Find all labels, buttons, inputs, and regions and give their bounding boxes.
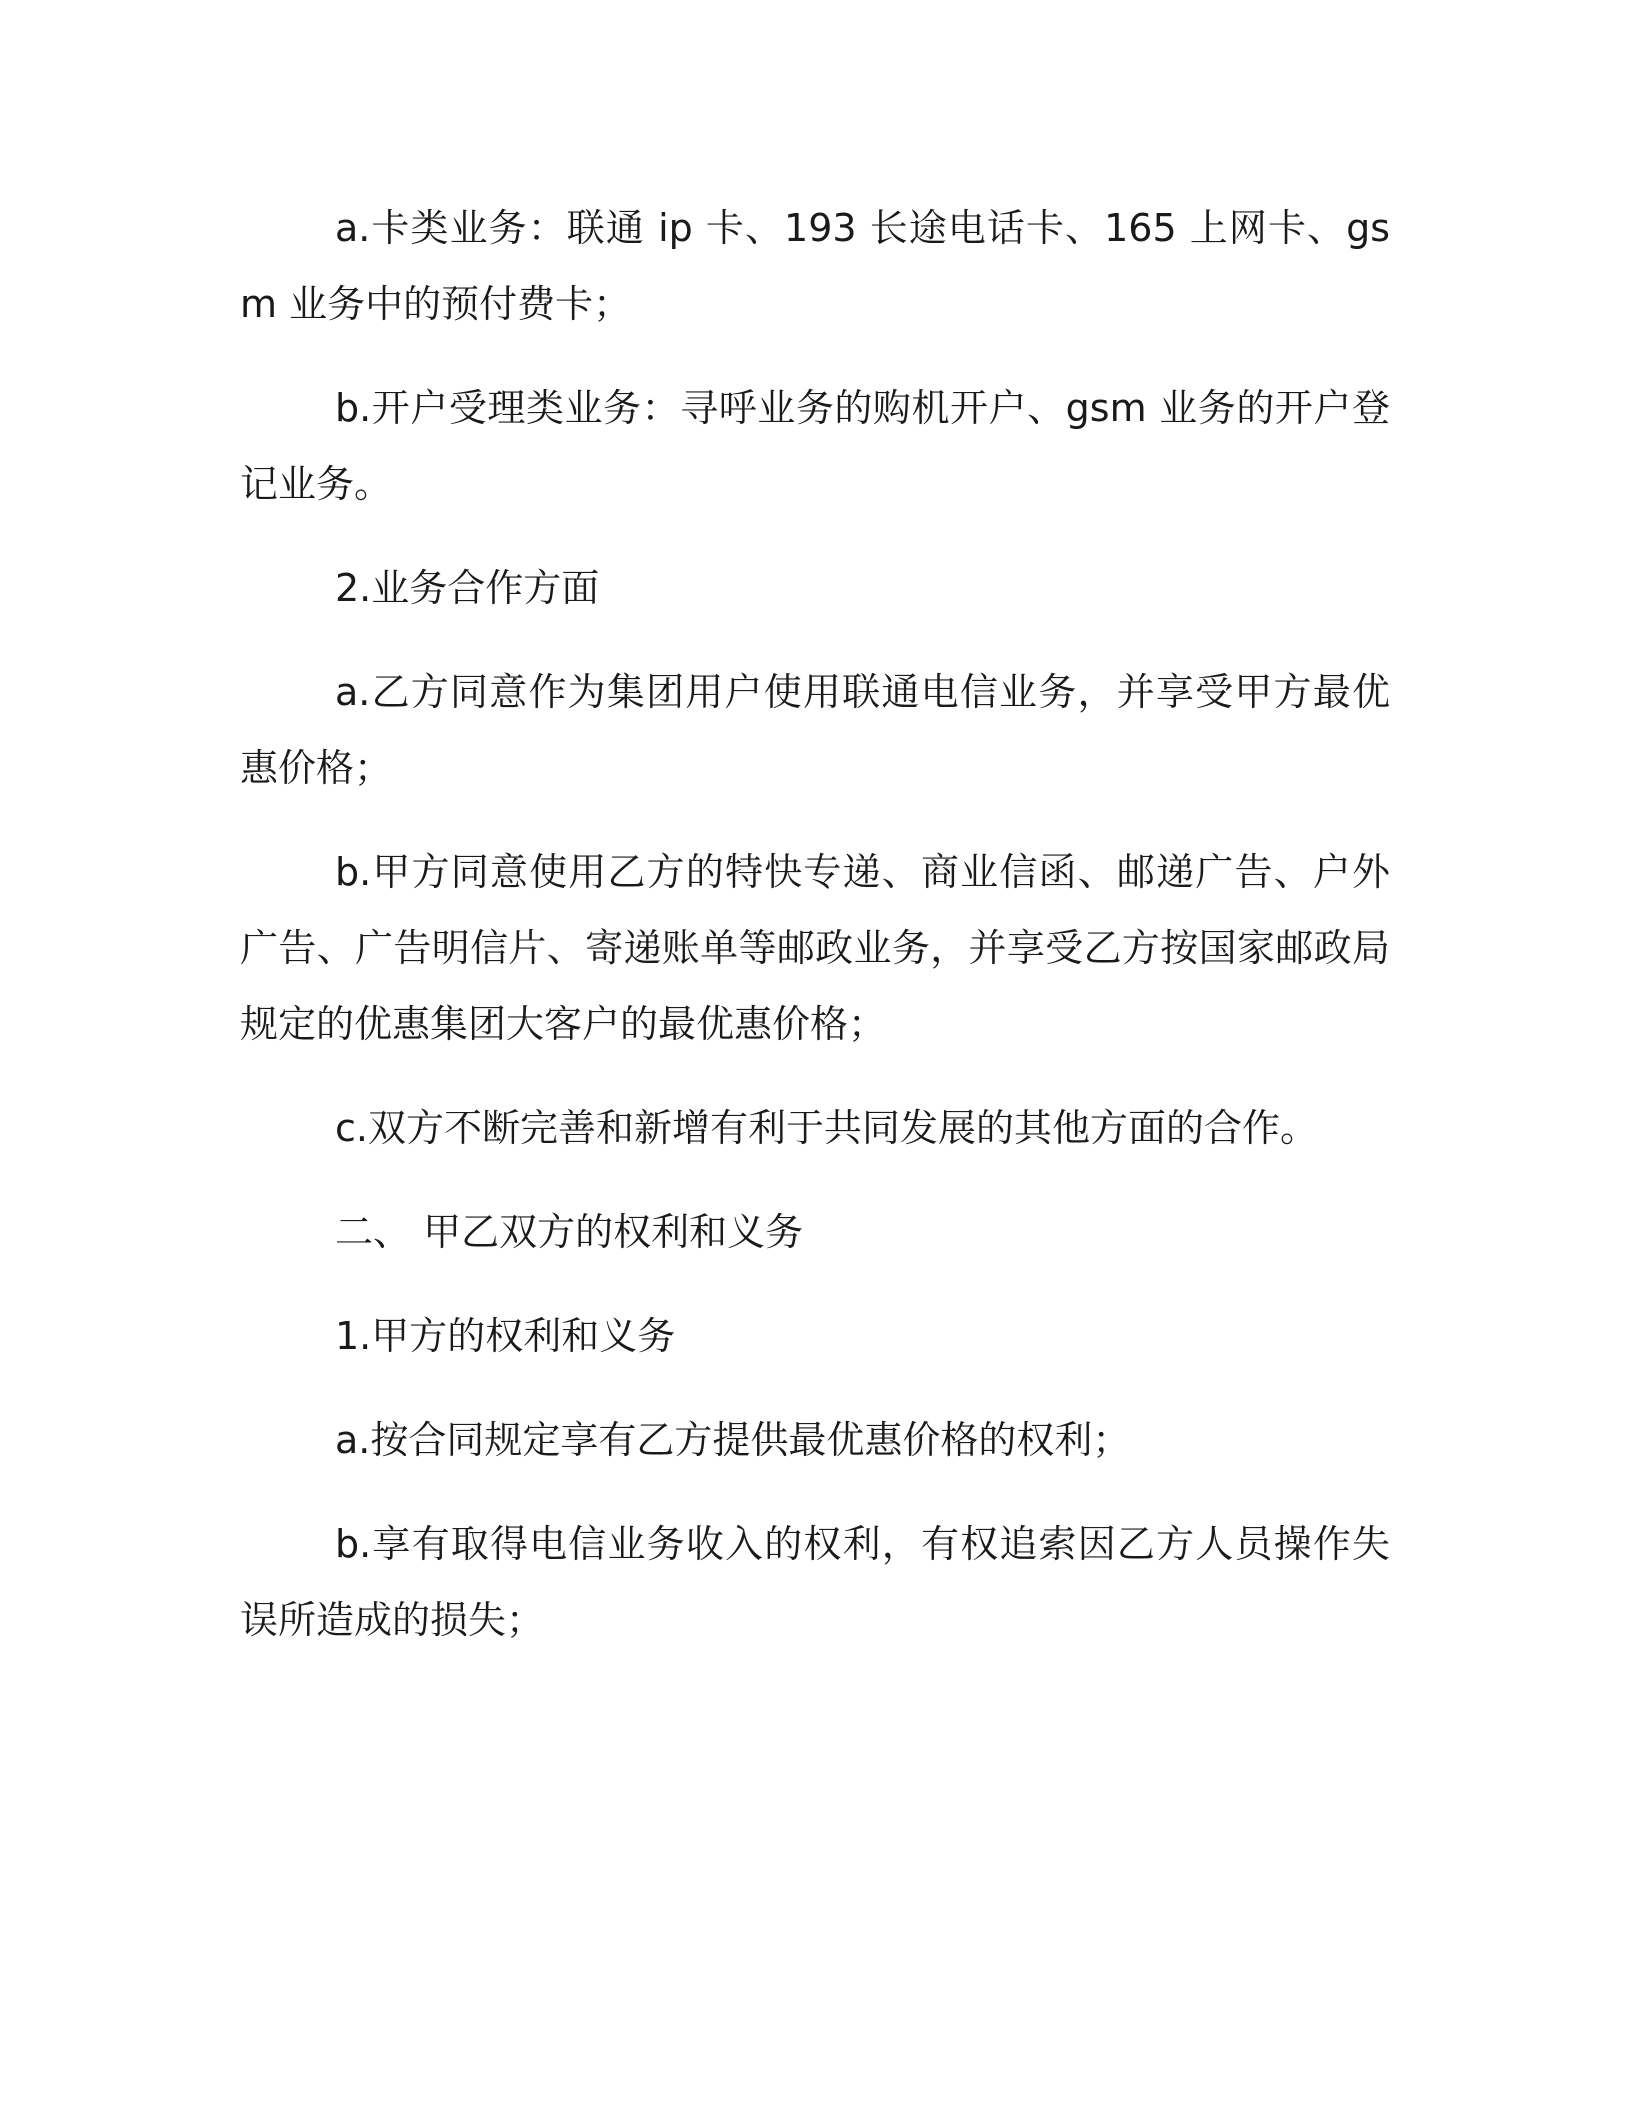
paragraph-card-services: a.卡类业务：联通 ip 卡、193 长途电话卡、165 上网卡、gsm 业务中的预付费卡； <box>240 206 1390 326</box>
paragraph-party-b-group-user: a.乙方同意作为集团用户使用联通电信业务，并享受甲方最优惠价格； <box>240 670 1390 790</box>
paragraph-revenue-right: b.享有取得电信业务收入的权利，有权追索因乙方人员操作失误所造成的损失； <box>240 1522 1390 1642</box>
section-heading-rights-obligations: 二、 甲乙双方的权利和义务 <box>335 1210 804 1254</box>
document-body <box>240 190 1390 1686</box>
section-heading-business-cooperation: 2.业务合作方面 <box>335 566 600 610</box>
subsection-heading-party-a-rights: 1.甲方的权利和义务 <box>335 1314 676 1358</box>
paragraph-preferential-price-right: a.按合同规定享有乙方提供最优惠价格的权利； <box>335 1418 1131 1462</box>
paragraph-account-opening: b.开户受理类业务：寻呼业务的购机开户、gsm 业务的开户登记业务。 <box>240 386 1390 506</box>
paragraph-party-a-postal-services: b.甲方同意使用乙方的特快专递、商业信函、邮递广告、户外广告、广告明信片、寄递账单等邮政业务，并享受乙方按国家邮政局规定的优惠集团大客户的最优惠价格； <box>240 850 1390 1046</box>
paragraph-mutual-cooperation: c.双方不断完善和新增有利于共同发展的其他方面的合作。 <box>335 1106 1318 1150</box>
